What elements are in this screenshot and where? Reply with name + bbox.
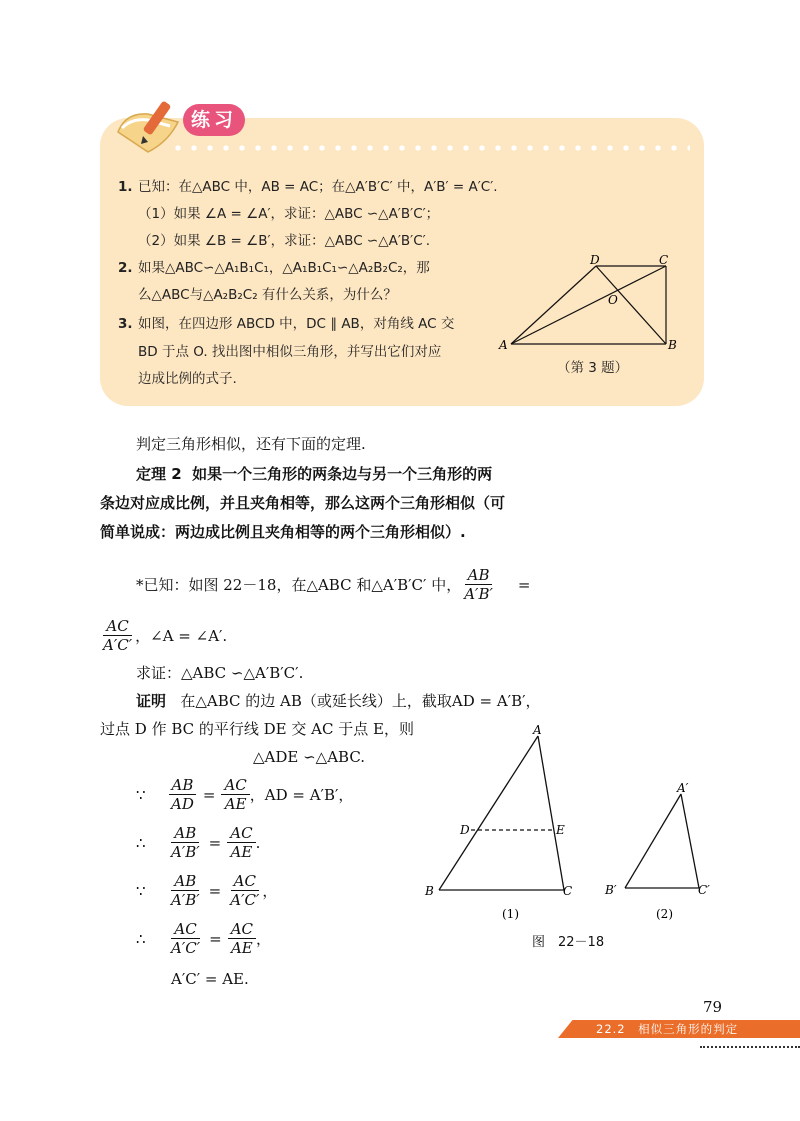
given-line: *已知：如图 22－18，在△ABC 和△A′B′C′ 中， $\frac{AB}{A'B'}$ =	[136, 566, 531, 603]
exercise-item-3-cont2: 边成比例的式子.	[138, 371, 237, 387]
fig-label-b: B	[425, 884, 434, 898]
trapezoid-figure	[495, 252, 685, 362]
exercise-item-1-part-2: （2）如果 ∠B = ∠B′，求证：△ABC ∽△A′B′C′.	[138, 233, 431, 249]
exercise-item-2-cont: 么△ABC与△A₂B₂C₂ 有什么关系，为什么？	[138, 287, 397, 303]
fig3-label-o: O	[608, 293, 618, 307]
fig-label-e: E	[556, 823, 565, 837]
given-fraction-2: $\frac{AC}{A'C'}$	[103, 617, 133, 654]
theorem-line-3: 简单说成：两边成比例且夹角相等的两个三角形相似）.	[100, 523, 466, 541]
theorem-line-2: 条边对应成比例，并且夹角相等，那么这两个三角形相似（可	[100, 494, 506, 512]
proof-step-1: ∵ $\frac{AB}{AD}$ = $\frac{AC}{AE}$ ，AD = A′B′，	[136, 776, 354, 813]
fig-label-a: A	[533, 723, 542, 737]
figure-22-18	[420, 722, 720, 952]
fig-sub-1: (1)	[502, 907, 519, 921]
fig3-label-a: A	[499, 338, 508, 352]
section-title: 22.2 相似三角形的判定	[596, 1022, 739, 1036]
fig-sub-2: (2)	[656, 907, 673, 921]
exercise-item-2: 2. 如果△ABC∽△A₁B₁C₁，△A₁B₁C₁∽△A₂B₂C₂，那	[118, 260, 430, 276]
proof-line-2: 过点 D 作 BC 的平行线 DE 交 AC 于点 E，则	[100, 720, 414, 738]
page-number: 79	[703, 998, 723, 1016]
proof-line-3: △ADE ∽△ABC.	[253, 748, 366, 766]
fig3-label-d: D	[590, 253, 600, 267]
proof-label: 证明	[136, 692, 167, 710]
exercise-title: 练习	[183, 104, 245, 136]
fig-label-b-prime: B′	[605, 883, 617, 897]
fig3-label-c: C	[659, 253, 669, 267]
figure-caption: 图 22－18	[532, 935, 605, 950]
fig3-label-b: B	[668, 338, 677, 352]
fig-label-a-prime: A′	[677, 781, 689, 795]
prove-statement: 求证：△ABC ∽△A′B′C′.	[136, 664, 304, 682]
proof-line-1: 证明 在△ABC 的边 AB（或延长线）上，截取AD = A′B′，	[136, 692, 541, 710]
theorem-label: 定理 2	[136, 465, 182, 483]
proof-step-4: ∴ $\frac{AC}{A'C'}$ = $\frac{AC}{AE}$ ，	[136, 920, 272, 957]
proof-step-2: ∴ $\frac{AB}{A'B'}$ = $\frac{AC}{AE}$ .	[136, 824, 261, 861]
fig-label-c-prime: C′	[698, 883, 710, 897]
given-fraction-1: $\frac{AB}{A'B'}$	[464, 566, 493, 603]
theorem-line-1: 定理 2 如果一个三角形的两条边与另一个三角形的两	[136, 465, 493, 483]
exercise-item-3: 3. 如图，在四边形 ABCD 中，DC ∥ AB，对角线 AC 交	[118, 316, 455, 332]
fig3-caption: （第 3 题）	[557, 360, 629, 376]
exercise-item-1-part-1: （1）如果 ∠A = ∠A′，求证：△ABC ∽△A′B′C′；	[138, 206, 440, 222]
proof-step-3: ∵ $\frac{AB}{A'B'}$ = $\frac{AC}{A'C'}$ ，	[136, 872, 278, 909]
fig-label-d: D	[460, 823, 470, 837]
exercise-item-3-cont: BD 于点 O. 找出图中相似三角形，并写出它们对应	[138, 344, 442, 360]
proof-conclusion: A′C′ = AE.	[171, 970, 249, 988]
intro-text: 判定三角形相似，还有下面的定理.	[136, 435, 366, 453]
dotted-divider	[170, 145, 690, 151]
fig-label-c: C	[563, 884, 573, 898]
exercise-item-1: 1. 已知：在△ABC 中，AB = AC；在△A′B′C′ 中，A′B′ = A′C′.	[118, 179, 498, 195]
given-line-2: $\frac{AC}{A'C'}$ ，∠A = ∠A′.	[100, 617, 227, 654]
footer-dots	[700, 1046, 800, 1050]
